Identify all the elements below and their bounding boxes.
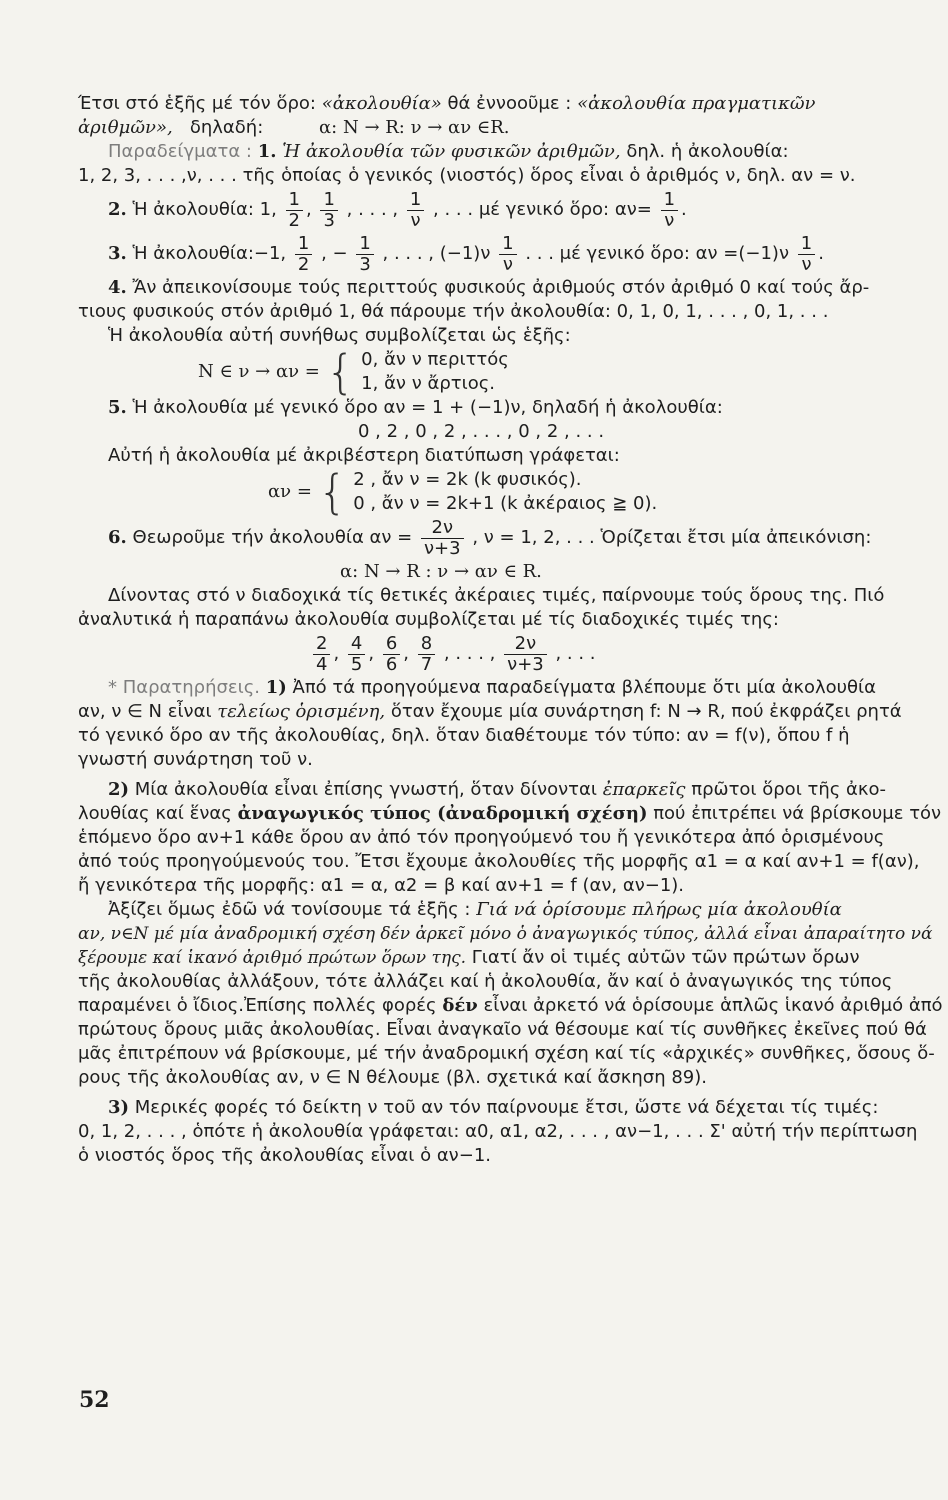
remark-number: 3) — [108, 1097, 130, 1118]
denominator: 7 — [418, 654, 435, 675]
emphasis: Γιά νά ὁρίσουμε πλήρως μία ἀκολουθία — [476, 899, 842, 920]
case-odd: 0, ἄν ν περιττός — [361, 349, 509, 370]
fraction-1-nu — [407, 190, 424, 231]
example-4-line-3: Ἡ ἀκολουθία αὐτή συνήθως συμβολίζεται ὡς ἑξῆς: — [108, 325, 571, 346]
example-number: 5. — [108, 397, 127, 418]
numerator: 1 — [323, 188, 335, 210]
intro-text: θά ἐννοοῦμε : — [447, 93, 572, 114]
denominator: ν — [798, 254, 815, 275]
example-1-line-1 — [78, 140, 936, 164]
remark-text: λουθίας καί ἕνας — [78, 803, 232, 824]
term-real-numbers: ἀριθμῶν», — [78, 117, 173, 138]
remark-2-line-3: ἑπόμενο ὅρο αν+1 κάθε ὅρου αν ἀπό τόν προηγούμενό του ἤ γενικότερα ἀπό ὁρισμένους — [78, 827, 885, 848]
remark-2-line-5: ἤ γενικότερα τῆς μορφῆς: α1 = α, α2 = β καί αν+1 = f (αν, αν−1). — [78, 875, 685, 896]
emphasis: τελείως ὁρισμένη, — [217, 701, 386, 722]
denominator: 6 — [383, 654, 400, 675]
cases-lhs: N ∈ ν → αν = — [198, 361, 320, 382]
numerator: 1 — [288, 188, 300, 210]
term-sequence: «ἀκολουθία» — [321, 93, 442, 114]
example-4-line-1 — [78, 276, 936, 300]
remark-text: Ἀξίζει ὅμως ἐδῶ νά τονίσουμε τά ἑξῆς : — [108, 899, 471, 920]
numerator: 1 — [409, 188, 422, 210]
fraction-1-3 — [356, 234, 373, 275]
remark-2-line-6 — [78, 898, 936, 922]
remark-2-line-2 — [78, 802, 942, 826]
example-3: 3. Ἡ ἀκολουθία:−1, $\frac{1}{2}$ , − $\frac{1}{3}$ , . . . , (−1)ν $\frac{1}{\nu}$ . . . μέ γενικό ὅρο: αν =(−1)ν $\frac{1}{\nu}$ . — [108, 232, 824, 275]
example-5-sequence: 0 , 2 , 0 , 2 , . . . , 0 , 2 , . . . — [358, 421, 605, 442]
ellipsis: , . . . , — [443, 643, 496, 664]
remark-text: Γιατί ἄν οἱ τιμές αὐτῶν τῶν πρώτων ὅρων — [471, 947, 860, 968]
denominator: ν — [499, 254, 516, 275]
example-text: Ἡ ἀκολουθία μέ γενικό ὅρο αν = 1 + (−1)ν, δηλαδή ἡ ἀκολουθία: — [132, 397, 723, 418]
examples-heading: Παραδείγματα : — [108, 141, 252, 162]
example-5-cases — [78, 465, 936, 519]
remark-1-line-4: γνωστή συνάρτηση τοῦ ν. — [78, 749, 313, 770]
fraction-2-4 — [313, 634, 330, 675]
denominator: 4 — [313, 654, 330, 675]
numerator: 2ν — [514, 632, 537, 654]
remark-1-line-1 — [78, 676, 936, 700]
remark-2-line-9: τῆς ἀκολουθίας ἀλλάξουν, τότε ἀλλάζει καί ἡ ἀκολουθία, ἄν καί ὁ ἀναγωγικός της τύπος — [78, 971, 893, 992]
example-text: Ἡ ἀκολουθία: 1, — [132, 199, 277, 220]
remark-2-line-13: ρους τῆς ἀκολουθίας αν, ν ∈ N θέλουμε (βλ. σχετικά καί ἄσκηση 89). — [78, 1067, 707, 1088]
remark-text: πού ἐπιτρέπει νά βρίσκουμε τόν — [653, 803, 942, 824]
denominator: 2 — [286, 210, 303, 231]
fraction-1-nu — [798, 234, 815, 275]
numerator: 1 — [359, 232, 371, 254]
fraction-8-7 — [418, 634, 435, 675]
cases-list — [361, 348, 509, 396]
intro-line-2 — [78, 116, 936, 140]
remark-text: πρῶτοι ὅροι τῆς ἀκο- — [691, 779, 887, 800]
remark-number: 1) — [265, 677, 287, 698]
denominator: ν — [661, 210, 678, 231]
remark-2-line-1 — [78, 778, 936, 802]
emphasis: ἐπαρκεῖς — [602, 779, 686, 800]
example-text: Θεωροῦμε τήν ἀκολουθία αν = — [132, 527, 413, 548]
numerator: 4 — [350, 632, 363, 654]
example-6-paragraph-line-2: ἀναλυτικά ἡ παραπάνω ἀκολουθία συμβολίζεται μέ τίς διαδοχικές τιμές της: — [78, 609, 779, 630]
remark-2-line-10 — [78, 994, 943, 1018]
example-4-line-2: τιους φυσικούς στόν ἀριθμό 1, θά πάρουμε τήν ἀκολουθία: 0, 1, 0, 1, . . . , 0, 1, . . . — [78, 301, 829, 322]
fraction-1-2 — [286, 190, 303, 231]
remark-2-line-4: ἀπό τούς προηγούμενούς του. Ἔτσι ἔχουμε ἀκολουθίες τῆς μορφῆς α1 = α καί αν+1 = f(αν), — [78, 851, 920, 872]
remark-text: Ἀπό τά προηγούμενα παραδείγματα βλέπουμε ὅτι μία ἀκολουθία — [292, 677, 877, 698]
example-text: Ἡ ἀκολουθία:−1, — [132, 243, 287, 264]
denominator: ν+3 — [421, 538, 464, 559]
remark-2-line-7: αν, ν∈N μέ μία ἀναδρομική σχέση δέν ἀρκεῖ μόνο ὁ ἀναγωγικός τύπος, ἀλλά εἶναι ἀπαραίτητο νά — [78, 924, 933, 944]
left-brace-icon: { — [325, 345, 356, 399]
remark-2-line-11: πρώτους ὅρους μιᾶς ἀκολουθίας. Εἶναι ἀναγκαῖο νά θέσουμε καί τίς συνθῆκες ἐκεῖνες πού θά — [78, 1019, 927, 1040]
case-even: 1, ἄν ν ἄρτιος. — [361, 373, 496, 394]
remark-number: 2) — [108, 779, 130, 800]
fraction-4-5 — [348, 634, 365, 675]
numerator: 8 — [420, 632, 433, 654]
example-2: 2. Ἡ ἀκολουθία: 1, $\frac{1}{2}$ , $\frac{1}{3}$ , . . . , $\frac{1}{\nu}$ , . . . μέ γενικό ὅρο: αν= $\frac{1}{\nu}$ . — [108, 188, 687, 231]
example-text: , . . . μέ γενικό ὅρο: αν= — [433, 199, 652, 220]
bold-term: δέν — [442, 995, 478, 1016]
denominator: ν+3 — [504, 654, 547, 675]
emphasis: ξέρουμε καί ἱκανό ἀριθμό πρώτων ὅρων της. — [78, 948, 467, 968]
example-number: 3. — [108, 243, 127, 264]
example-6-terms: $\frac{2}{4}$ , $\frac{4}{5}$ , $\frac{6}{6}$ , $\frac{8}{7}$ , . . . , $\frac{2\nu}{\nu+3}$ , . . . — [78, 632, 936, 676]
example-text: , . . . , (−1)ν — [382, 243, 491, 264]
example-5-line-3: Αὐτή ἡ ἀκολουθία μέ ἀκριβέστερη διατύπωση γράφεται: — [108, 445, 620, 466]
left-brace-icon: { — [317, 465, 348, 519]
remark-text: Μερικές φορές τό δείκτη ν τοῦ αν τόν παίρνουμε ἔτσι, ὥστε νά δέχεται τίς τιμές: — [134, 1097, 879, 1118]
remark-1-line-2 — [78, 700, 936, 724]
example-number: 6. — [108, 527, 127, 548]
example-6-mapping: α: N → R : ν → αν ∈ R. — [340, 561, 542, 582]
denominator: 5 — [348, 654, 365, 675]
example-6-paragraph-line-1: Δίνοντας στό ν διαδοχικά τίς θετικές ἀκέραιες τιμές, παίρνουμε τούς ὅρους της. Πιό — [108, 585, 885, 606]
fraction-1-2 — [295, 234, 312, 275]
numerator: 1 — [800, 232, 813, 254]
cases-list — [353, 468, 657, 516]
remark-3-line-1 — [78, 1096, 936, 1120]
fraction-1-nu — [661, 190, 678, 231]
example-number: 1. — [257, 141, 277, 162]
bold-term: ἀναγωγικός τύπος (ἀναδρομική σχέση) — [237, 803, 648, 824]
remarks-heading: * Παρατηρήσεις. — [108, 677, 261, 698]
fraction-1-3 — [320, 190, 337, 231]
numerator: 1 — [502, 232, 514, 254]
remark-2-line-12: μᾶς ἐπιτρέπουν νά βρίσκουμε, μέ τήν ἀναδρομική σχέση καί τίς «ἀρχικές» συνθῆκες, ὅσους ὅ- — [78, 1043, 935, 1064]
remark-text: αν, ν ∈ N εἶναι — [78, 701, 212, 722]
example-title: Ἡ ἀκολουθία τῶν φυσικῶν ἀριθμῶν, — [282, 141, 621, 162]
remark-2-line-8 — [78, 946, 936, 970]
intro-text: δηλαδή: — [189, 117, 264, 138]
intro-line-1 — [78, 92, 936, 116]
case-even: 2 , ἄν ν = 2k (k φυσικός). — [353, 469, 582, 490]
denominator: 2 — [295, 254, 312, 275]
cases-lhs: αν = — [268, 481, 312, 502]
definition-formula: α: N → R: ν → αν ∈R. — [319, 117, 510, 138]
numerator: 1 — [663, 188, 676, 210]
example-text: δηλ. ἡ ἀκολουθία: — [626, 141, 789, 162]
intro-text: Έτσι στό ἑξῆς μέ τόν ὅρο: — [78, 93, 316, 114]
fraction-2nu-over-nu-plus-3 — [421, 518, 464, 559]
denominator: 3 — [356, 254, 373, 275]
denominator: ν — [407, 210, 424, 231]
term-real-sequence: «ἀκολουθία πραγματικῶν — [577, 93, 816, 114]
page-content — [78, 92, 943, 1168]
remark-text: Μία ἀκολουθία εἶναι ἐπίσης γνωστή, ὅταν δίνονται — [134, 779, 597, 800]
denominator: 3 — [320, 210, 337, 231]
numerator: 1 — [297, 232, 310, 254]
numerator: 2 — [316, 632, 328, 654]
example-text: , ν = 1, 2, . . . Ὁρίζεται ἔτσι μία ἀπεικόνιση: — [472, 527, 872, 548]
remark-1-line-3: τό γενικό ὅρο αν τῆς ἀκολουθίας, δηλ. ὅταν διαθέτουμε τόν τύπο: αν = f(ν), ὅπου f ἡ — [78, 725, 850, 746]
numerator: 2ν — [431, 516, 454, 538]
case-odd: 0 , ἄν ν = 2k+1 (k ἀκέραιος ≧ 0). — [353, 493, 658, 514]
numerator: 6 — [385, 632, 398, 654]
example-text: , . . . , — [346, 199, 399, 220]
example-5-line-1 — [78, 396, 936, 420]
example-6-line-1 — [78, 516, 936, 560]
example-text: . . . μέ γενικό ὅρο: αν =(−1)ν — [525, 243, 790, 264]
remark-3-line-2: 0, 1, 2, . . . , ὁπότε ἡ ἀκολουθία γράφεται: α0, α1, α2, . . . , αν−1, . . . Σ' αὐτή τήν περίπτωση — [78, 1121, 918, 1142]
ellipsis: , . . . — [555, 643, 596, 664]
remark-text: εἶναι ἀρκετό νά ὁρίσουμε ἁπλῶς ἱκανό ἀριθμό ἀπό — [483, 995, 943, 1016]
example-text: Ἄν ἀπεικονίσουμε τούς περιττούς φυσικούς ἀριθμούς στόν ἀριθμό 0 καί τούς ἄρ- — [132, 277, 870, 298]
example-number: 4. — [108, 277, 127, 298]
example-number: 2. — [108, 199, 127, 220]
remark-3-line-3: ὁ νιοστός ὅρος τῆς ἀκολουθίας εἶναι ὁ αν−1. — [78, 1145, 491, 1166]
fraction-1-nu — [499, 234, 516, 275]
fraction-2nu-over-nu-plus-3 — [504, 634, 547, 675]
example-text: , − — [321, 243, 348, 264]
remark-text: ὅταν ἔχουμε μία συνάρτηση f: N → R, πού ἐκφράζει ρητά — [390, 701, 902, 722]
remark-text: παραμένει ὁ ἴδιος.Ἐπίσης πολλές φορές — [78, 995, 437, 1016]
fraction-6-6 — [383, 634, 400, 675]
example-4-cases — [78, 345, 936, 399]
example-1-line-2: 1, 2, 3, . . . ,ν, . . . τῆς ὁποίας ὁ γενικός (νιοστός) ὅρος εἶναι ὁ ἀριθμός ν, δηλ. αν = ν. — [78, 165, 856, 186]
page-number: 52 — [79, 1387, 110, 1413]
